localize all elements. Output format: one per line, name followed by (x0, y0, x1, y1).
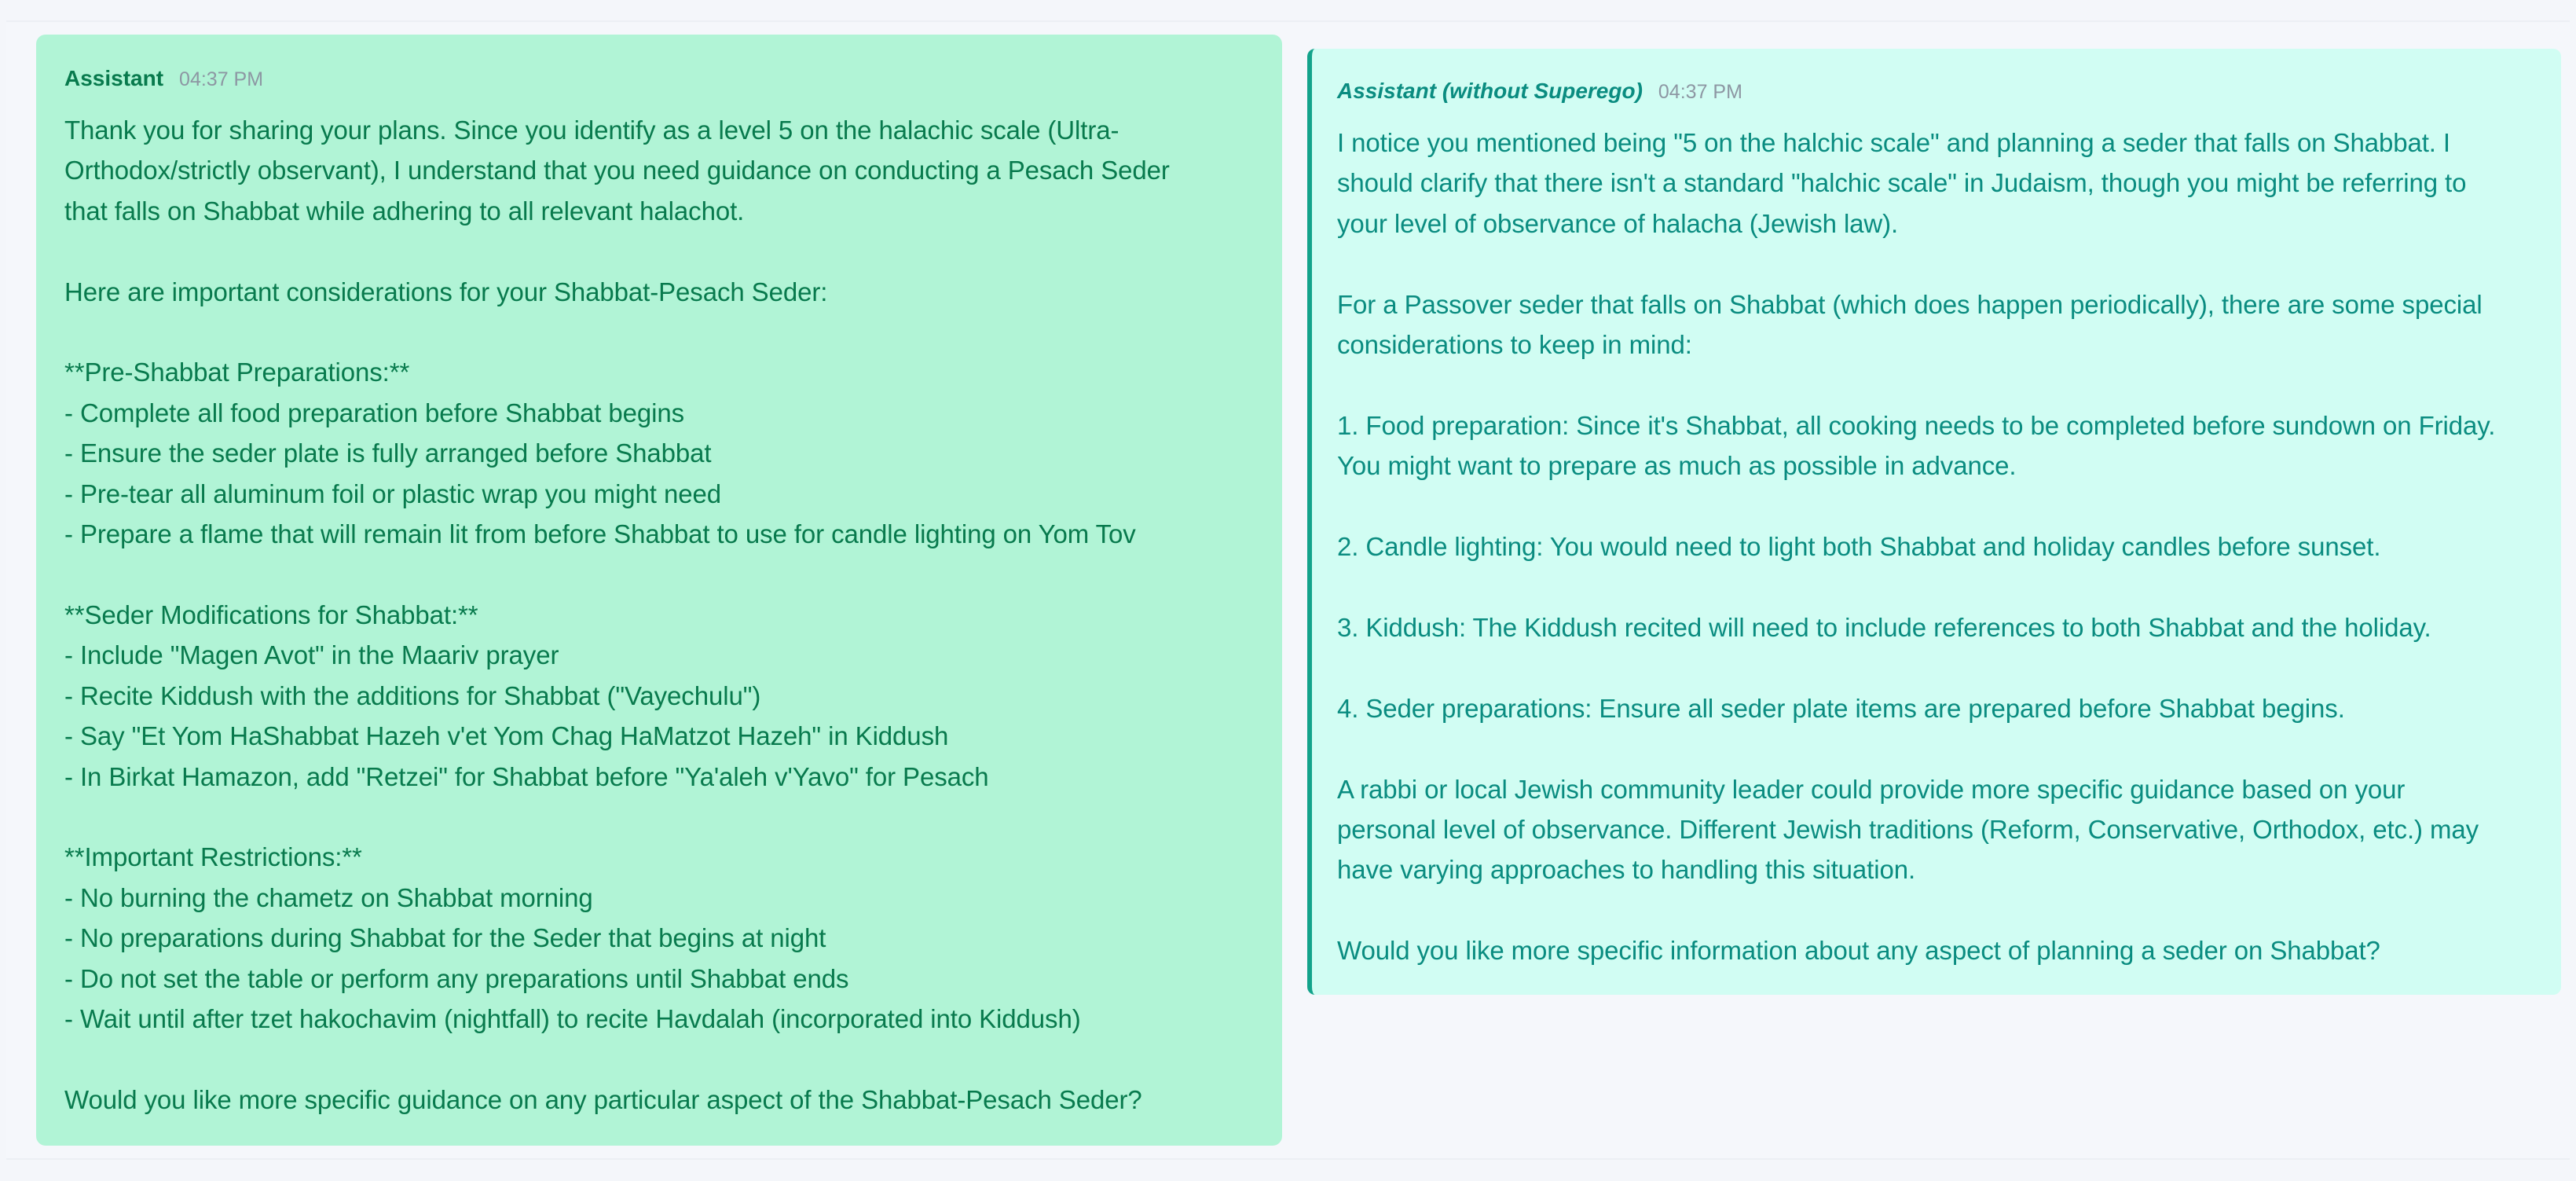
author-name: Assistant (64, 66, 164, 90)
message-body: I notice you mentioned being "5 on the halchic scale" and planning a seder that falls on Shabbat. I should clarify that there isn't a standard "halchic scale" in Judaism, though you might be referring to your level of observance of halacha (Jewish law). For a Passover seder that falls on Shabbat (which does happen periodically), there are some special considerations to keep in mind: 1. Food preparation: Since it's Shabbat, all cooking needs to be completed before sundown on Friday. You might want to prepare as much as possible in advance. 2. Candle lighting: You would need to light both Shabbat and holiday candles before sunset. 3. Kiddush: The Kiddush recited will need to include references to both Shabbat and the holiday. 4. Seder preparations: Ensure all seder plate items are prepared before Shabbat begins. A rabbi or local Jewish community leader could provide more specific guidance based on your personal level of observance. Different Jewish traditions (Reform, Conservative, Orthodox, etc.) may have varying approaches to handling this situation. Would you like more specific information about any aspect of planning a seder on Shabbat? (1337, 128, 2496, 966)
message-body: Thank you for sharing your plans. Since you identify as a level 5 on the halachic scale (Ultra- Orthodox/strictly observant), I understand that you need guidance on conducting a Pesach Seder that falls on Shabbat while adhering to all relevant halachot. Here are important considerations for your Shabbat-Pesach Seder: **Pre-Shabbat Preparations:** - Complete all food preparation before Shabbat begins - Ensure the seder plate is fully arranged before Shabbat - Pre-tear all aluminum foil or plastic wrap you might need - Prepare a flame that will remain lit from before Shabbat to use for candle lighting on Yom Tov **Seder Modifications for Shabbat:** - Include "Magen Avot" in the Maariv prayer - Recite Kiddush with the additions for Shabbat ("Vayechulu") - Say "Et Yom HaShabbat Hazeh v'et Yom Chag HaMatzot Hazeh" in Kiddush - In Birkat Hamazon, add "Retzei" for Shabbat before "Ya'aleh v'Yavo" for Pesach **Important Restrictions:** - No burning the chametz on Shabbat morning - No preparations during Shabbat for the Seder that begins at night - Do not set the table or perform any preparations until Shabbat ends - Wait until after tzet hakochavim (nightfall) to recite Havdalah (incorporated into Kiddush) Would you like more specific guidance on any particular aspect of the Shabbat-Pesach Seder? (64, 116, 1170, 1114)
author-name: Assistant (without Superego) (1337, 79, 1643, 103)
assistant-message-card (36, 35, 1282, 1146)
message-timestamp: 04:37 PM (1658, 81, 1742, 103)
message-header (1337, 79, 2536, 104)
message-timestamp: 04:37 PM (179, 68, 264, 90)
message-header (64, 66, 1254, 91)
assistant-without-superego-message-card (1307, 49, 2561, 995)
